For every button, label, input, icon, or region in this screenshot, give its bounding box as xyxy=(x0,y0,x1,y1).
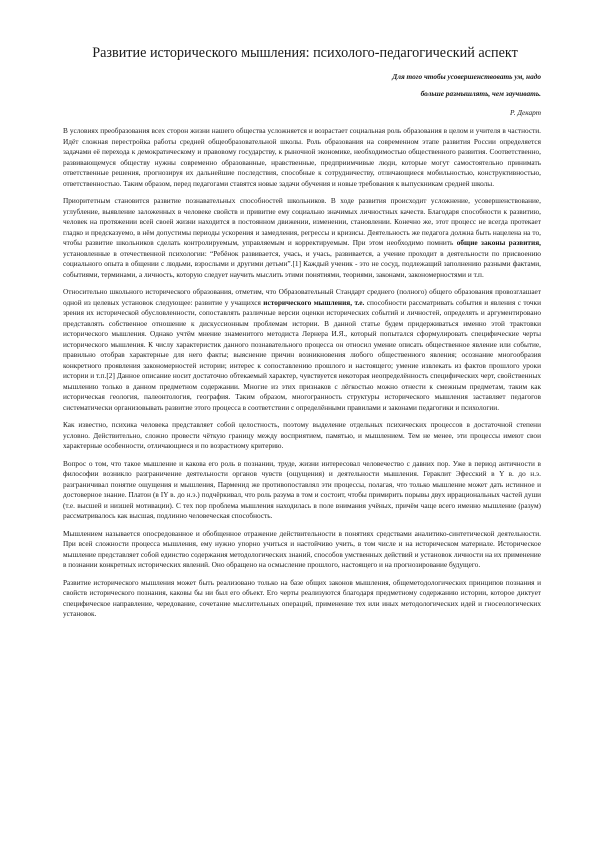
paragraph-1: В условиях преобразования всех сторон жизни нашего общества усложняется и возрастает социальная роль образования в целом и учителя в частности. Идёт сложная перестройка работы средней общеобразовательной школы. Роль образования на современном этапе развития России определяется задачами её перехода к демократическому и правовому государству, к рыночной экономике, необходимостью общественного развития. Соответственно, развивающемуся обществу нужны современно образованные, нравственные, предприимчивые люди, которые могут самостоятельно принимать ответственные решения, прогнозируя их дальнейшие последствия, способные к сотрудничеству, отличающиеся мобильностью, конструктивностью, ответственностью. Таким образом, перед педагогами ставятся новые задачи обучения и новые требования к выпускникам средней школы. xyxy=(63,126,541,188)
paragraph-2-text-a: Приоритетным становится развитие познавательных способностей школьников. В ходе развития происходит усложнение, усовершенствование, углубление, выявление заложенных в человеке свойств и привитие ему социально значимых личностных качеств. Благодаря способности к развитию, человек на протяжении всей своей жизни находится в постоянном движении, изменении, становлении. Конечно же, этот процесс не всегда протекает гладко и предсказуемо, в нём допустимы периоды ускорения и замедления, регрессы и кризисы. Деятельность же педагога должна быть нацелена на то, чтобы развитие школьников сделать контролируемым, управляемым и корректируемым. При этом необходимо помнить xyxy=(63,196,541,247)
paragraph-3 xyxy=(63,287,541,413)
epigraph-line-2: больше размышлять, чем заучивать. xyxy=(420,89,541,98)
paragraph-3-bold: исторического мышления, т.е. xyxy=(263,297,365,307)
paragraph-7: Развитие исторического мышления может быть реализовано только на базе общих законов мышления, общеметодологических принципов познания и свойств исторического познания, каковы бы ни был его объект. Его черты реализуются благодаря предметному содержанию истории, которое диктует специфическое направление, чередование, сочетание мыслительных операций, применение тех или иных методологических идей и гносеологических установок. xyxy=(63,577,541,618)
paragraph-3-text-a: Относительно школьного исторического образования, отметим, что Образовательный Стандарт среднего (полного) общего образования провозглашает одной из целевых установок следующее: развитие у учащихся xyxy=(63,287,541,307)
document-title: Развитие исторического мышления: психолого-педагогический аспект xyxy=(92,45,518,61)
paragraph-5: Вопрос о том, что такое мышление и какова его роль в познании, труде, жизни интересовал человечество с давних пор. Уже в период античности в философии возникло разграничение деятельности органов чувств (ощущения) и деятельности мышления. Гераклит Эфесский в Y в. до н.э. разграничивал понятие ощущения и мышления, Парменид же противопоставлял эти процессы, полагая, что только мышление может дать истинное и достоверное знание. Платон (в IY в. до н.э.) подчёркивал, что роль разума в том и состоит, чтобы примирить порывы двух иррациональных частей души (т.е. высшей и низшей мотивации). С тех пор проблема мышления находилась в поле внимания учёных, причём чаще всего именно мышление (разум) рассматривалось как высшая, подлинно человеческая способность. xyxy=(63,458,541,520)
paragraph-2 xyxy=(63,196,541,280)
paragraph-4: Как известно, психика человека представляет собой целостность, поэтому выделение отдельных психических процессов в достаточной степени условно. Действительно, сложно провести чёткую границу между восприятием, памятью, и мышлением. Тем не менее, эти процессы имеют свои характерные особенности, отличающиеся и по возрастному критерию. xyxy=(63,420,541,450)
epigraph-author: Р. Декарт xyxy=(510,108,541,117)
epigraph-line-1: Для того чтобы усовершенствовать ум, надо xyxy=(392,72,541,81)
paragraph-2-bold: общие законы развития, xyxy=(456,238,541,247)
epigraph xyxy=(63,72,541,118)
paragraph-2-text-b: установленные в отечественной психологии: “Ребёнок развивается, учась, и учась, развивается, а учение проходит в деятельности по присвоению социального опыта в общении с людьми, взрослыми и другими детьми”.[1] Каждый ученик - это не сосуд, подлежащий заполнению разными фактами, событиями, терминами, а личность, которую следует научить мыслить этими понятиями, теориями, законами, закономерностями и т.п. xyxy=(63,248,541,279)
paragraph-3-text-b: способности рассматривать события и явления с точки зрения их исторической обусловленности, сопоставлять различные версии оценки исторических событий и личностей, определять и аргументировано представлять собственное отношение к дискуссионным проблемам истории. В данной статье будем придерживаться именно этой трактовки исторического мышления. Однако учтём мнение знаменитого методиста Лернера И.Я., который попытался сформулировать специфические черты исторического мышления. К числу характеристик данного познавательного процесса он относил умение описать общественное явление или событие, правильно отобрав характерные для него факты; выяснение причин возникновения любого общественного явления; осознание многообразия конкретного проявления закономерностей истории; интерес к сопоставлению прошлого и настоящего; умение извлекать из фактов прошлого уроки истории и т.п.[2] Данное описание носит достаточно обтекаемый характер, чувствуется некоторая неопределённость специфических черт, свойственных мышлению только в данном предметном содержании. Многие из этих признаков с лёгкостью можно отнести к смежным предметам, таким как историческая геология, палеонтология, география. Таким образом, многогранность структуры исторического мышления заставляет педагогов систематически организовывать развитие этого процесса в соответствии с определёнными правилами и законами педагогики и психологии. xyxy=(63,297,541,412)
paragraph-6: Мышлением называется опосредованное и обобщенное отражение действительности в понятиях средствами аналитико-синтетической деятельности. При всей сложности процесса мышления, ему нужно упорно учиться и настойчиво учить, в том числе и на историческом материале. Историческое мышление представляет собой единство содержания методологических знаний, способов умственных действий и установок личности на их применение в познании конкретных исторических явлений. Оно обращено на осмысление прошлого, настоящего и на прогнозирование будущего. xyxy=(63,528,541,569)
